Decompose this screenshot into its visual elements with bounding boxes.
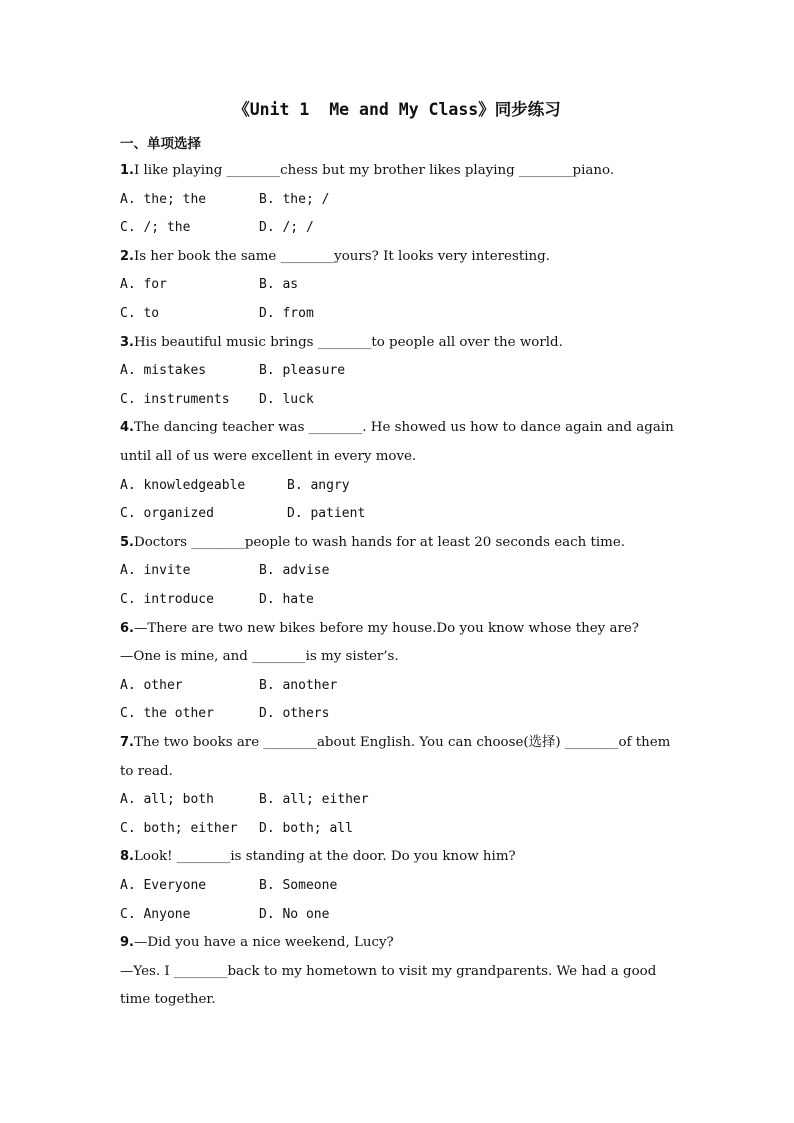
question-text: —There are two new bikes before my house.Do you know whose they are? <box>133 620 639 636</box>
question-number: 4. <box>120 420 134 436</box>
answer-option[interactable]: B. advise <box>259 563 330 579</box>
answer-option[interactable]: D. luck <box>259 391 314 407</box>
answer-option[interactable]: B. pleasure <box>259 363 346 379</box>
answer-option[interactable]: C. organized <box>120 506 214 522</box>
question-text: The two books are ________about English. You can choose(选择) ________of them <box>133 735 671 750</box>
answer-option[interactable]: A. the; the <box>120 191 207 207</box>
answer-option[interactable]: C. /; the <box>120 220 191 236</box>
answer-option[interactable]: B. the; / <box>259 191 330 207</box>
answer-option[interactable]: C. introduce <box>120 592 214 607</box>
question-stem-continued <box>120 648 399 666</box>
question-stem-continued <box>120 763 173 781</box>
answer-option[interactable]: A. other <box>120 677 183 693</box>
answer-option[interactable]: D. /; / <box>259 220 314 236</box>
question-stem <box>120 162 614 180</box>
question-text: Look! ________is standing at the door. Do you know him? <box>133 849 516 865</box>
answer-option[interactable]: A. all; both <box>120 792 214 808</box>
question-text: —Yes. I ________back to my hometown to visit my grandparents. We had a good <box>120 963 657 979</box>
answer-option[interactable]: B. as <box>259 277 299 293</box>
question-stem <box>120 734 670 752</box>
question-text: until all of us were excellent in every move. <box>120 449 417 464</box>
answer-option[interactable]: C. both; either <box>120 820 238 836</box>
answer-option[interactable]: C. the other <box>120 706 214 722</box>
answer-option[interactable]: D. hate <box>259 592 314 607</box>
question-stem-continued <box>120 448 416 466</box>
question-text: Doctors ________people to wash hands for at least 20 seconds each time. <box>133 534 626 550</box>
question-number: 1. <box>120 163 134 178</box>
question-text: The dancing teacher was ________. He showed us how to dance again and again <box>133 420 674 436</box>
question-text: I like playing ________chess but my brother likes playing ________piano. <box>133 163 615 178</box>
answer-option[interactable]: B. angry <box>287 477 350 493</box>
question-number: 6. <box>120 620 134 636</box>
answer-option[interactable]: A. invite <box>120 563 191 579</box>
question-stem <box>120 248 550 266</box>
answer-option[interactable]: D. No one <box>259 906 330 922</box>
answer-option[interactable]: B. all; either <box>259 792 369 808</box>
section-heading: 一、单项选择 <box>120 136 201 152</box>
answer-option[interactable]: C. Anyone <box>120 906 191 922</box>
question-stem <box>120 934 394 952</box>
question-number: 2. <box>120 248 134 264</box>
answer-option[interactable]: D. from <box>259 306 314 321</box>
answer-option[interactable]: D. others <box>259 706 330 722</box>
question-number: 3. <box>120 334 134 350</box>
answer-option[interactable]: B. Someone <box>259 878 338 893</box>
answer-option[interactable]: C. to <box>120 306 160 321</box>
answer-option[interactable]: A. mistakes <box>120 363 207 379</box>
question-text: —Did you have a nice weekend, Lucy? <box>133 935 394 951</box>
question-number: 7. <box>120 735 134 750</box>
question-stem <box>120 419 674 437</box>
question-stem-continued <box>120 963 656 981</box>
question-stem-continued <box>120 991 216 1009</box>
question-stem <box>120 334 563 352</box>
question-text: —One is mine, and ________is my sister’s. <box>120 649 399 665</box>
question-number: 5. <box>120 534 134 550</box>
question-number: 9. <box>120 935 134 951</box>
answer-option[interactable]: A. knowledgeable <box>120 477 246 493</box>
answer-option[interactable]: C. instruments <box>120 391 230 407</box>
question-stem <box>120 620 639 638</box>
answer-option[interactable]: D. both; all <box>259 820 353 836</box>
answer-option[interactable]: D. patient <box>287 506 366 522</box>
answer-option[interactable]: A. Everyone <box>120 878 207 893</box>
question-number: 8. <box>120 849 134 865</box>
question-text: His beautiful music brings ________to people all over the world. <box>133 334 563 350</box>
question-stem <box>120 534 625 552</box>
question-text: to read. <box>120 763 173 779</box>
question-stem <box>120 848 516 866</box>
answer-option[interactable]: B. another <box>259 677 338 693</box>
answer-option[interactable]: A. for <box>120 277 167 293</box>
page-title: 《Unit 1 Me and My Class》同步练习 <box>233 100 561 119</box>
question-text: time together. <box>120 992 216 1008</box>
question-text: Is her book the same ________yours? It looks very interesting. <box>133 248 550 264</box>
